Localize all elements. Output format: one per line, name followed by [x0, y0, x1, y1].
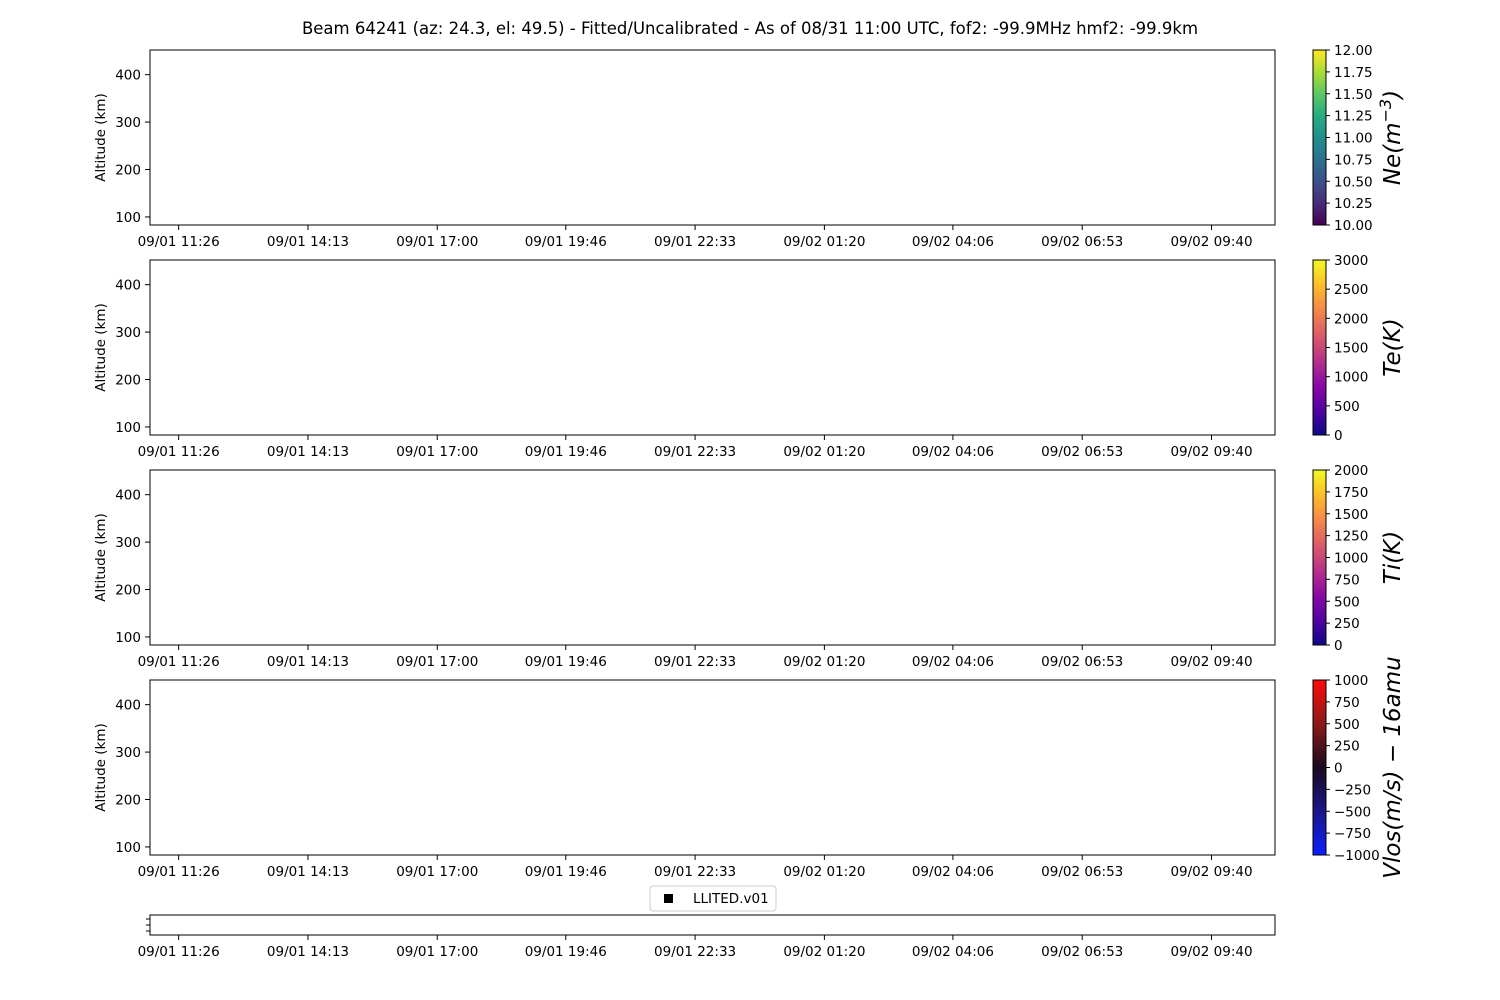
y-tick-label: 100 — [115, 209, 141, 226]
y-tick-label: 300 — [115, 535, 141, 552]
x-tick-label: 09/01 17:00 — [396, 444, 479, 460]
x-tick-label: 09/01 19:46 — [524, 234, 607, 250]
x-tick-label: 09/01 19:46 — [524, 864, 607, 880]
y-tick-label: 400 — [115, 487, 141, 504]
x-tick-label: 09/02 09:40 — [1170, 864, 1253, 880]
y-tick-label: 300 — [115, 115, 141, 132]
y-tick-label: 400 — [115, 67, 141, 84]
mode-strip — [150, 915, 1275, 935]
x-tick-label: 09/02 01:20 — [783, 444, 866, 460]
colorbar-ne — [1313, 50, 1326, 225]
colorbar-tick-label: 0 — [1334, 760, 1343, 777]
y-tick-label: 100 — [115, 839, 141, 856]
colorbar-tick-label: 0 — [1334, 428, 1343, 444]
x-tick-label: 09/01 17:00 — [396, 944, 479, 960]
colorbar-tick-label: 2000 — [1334, 463, 1369, 479]
x-tick-label: 09/02 06:53 — [1041, 654, 1124, 670]
x-tick-label: 09/02 06:53 — [1041, 234, 1124, 250]
colorbar-tick-label: 11.50 — [1334, 86, 1373, 103]
x-tick-label: 09/01 17:00 — [396, 234, 479, 250]
colorbar-tick-label: 2500 — [1334, 282, 1369, 299]
legend — [650, 886, 776, 911]
colorbar-tick-label: 250 — [1334, 616, 1360, 633]
colorbar-vlos — [1313, 680, 1326, 855]
y-tick-label: 400 — [115, 277, 141, 294]
x-tick-label: 09/01 11:26 — [137, 444, 220, 460]
x-tick-label: 09/01 14:13 — [266, 444, 350, 460]
y-tick-label: 200 — [115, 792, 141, 809]
colorbar-tick-label: 11.00 — [1334, 130, 1373, 147]
x-tick-label: 09/02 06:53 — [1041, 944, 1124, 960]
colorbar-tick-label: 500 — [1334, 398, 1360, 415]
x-tick-label: 09/02 01:20 — [783, 864, 866, 880]
x-tick-label: 09/01 14:13 — [266, 234, 350, 250]
colorbar-tick-label: 10.50 — [1334, 174, 1373, 191]
x-tick-label: 09/02 04:06 — [911, 234, 994, 250]
colorbar-tick-label: 1250 — [1334, 528, 1369, 545]
colorbar-tick-label: 1750 — [1334, 484, 1369, 501]
x-tick-label: 09/01 14:13 — [266, 944, 350, 960]
colorbar-tick-label: 11.75 — [1334, 64, 1373, 81]
colorbar-tick-label: −750 — [1334, 826, 1372, 843]
y-tick-label: 300 — [115, 745, 141, 762]
colorbar-tick-label: −1000 — [1334, 848, 1380, 864]
plot-area-ti — [150, 470, 1275, 645]
x-tick-label: 09/01 11:26 — [137, 234, 220, 250]
x-tick-label: 09/02 06:53 — [1041, 864, 1124, 880]
colorbar-label: Ti(K) — [1380, 530, 1406, 585]
x-tick-label: 09/02 06:53 — [1041, 444, 1124, 460]
y-tick-label: 100 — [115, 419, 141, 436]
y-tick-label: 200 — [115, 372, 141, 389]
x-tick-label: 09/02 09:40 — [1170, 444, 1253, 460]
colorbar-tick-label: 750 — [1334, 694, 1360, 711]
colorbar-tick-label: 1000 — [1334, 550, 1369, 567]
colorbar-tick-label: 10.25 — [1334, 196, 1373, 213]
figure-title: Beam 64241 (az: 24.3, el: 49.5) - Fitted/Uncalibrated - As of 08/31 11:00 UTC, fof2: -99.9MHz hmf2: -99.9km — [301, 19, 1199, 38]
y-tick-label: 100 — [115, 629, 141, 646]
colorbar-tick-label: 2000 — [1334, 311, 1369, 328]
x-tick-label: 09/01 14:13 — [266, 654, 350, 670]
colorbar-tick-label: 11.25 — [1334, 108, 1373, 125]
x-tick-label: 09/01 11:26 — [137, 864, 220, 880]
y-tick-label: 200 — [115, 582, 141, 599]
y-tick-label: 200 — [115, 162, 141, 179]
legend-marker-square — [664, 894, 673, 903]
colorbar-tick-label: 12.00 — [1334, 43, 1373, 59]
colorbar-tick-label: 1000 — [1334, 673, 1369, 689]
colorbar-tick-label: −250 — [1334, 782, 1372, 799]
x-tick-label: 09/01 19:46 — [524, 444, 607, 460]
colorbar-tick-label: 1500 — [1334, 340, 1369, 357]
y-axis-label: Altitude (km) — [93, 303, 109, 392]
x-tick-label: 09/02 04:06 — [911, 444, 994, 460]
plot-area-ne — [150, 50, 1275, 225]
x-tick-label: 09/02 04:06 — [911, 944, 994, 960]
x-tick-label: 09/01 19:46 — [524, 944, 607, 960]
x-tick-label: 09/01 14:13 — [266, 864, 350, 880]
y-tick-label: 400 — [115, 697, 141, 714]
y-axis-label: Altitude (km) — [93, 723, 109, 812]
x-tick-label: 09/02 04:06 — [911, 864, 994, 880]
x-tick-label: 09/01 17:00 — [396, 864, 479, 880]
legend-entry-label: LLITED.v01 — [693, 891, 769, 907]
colorbar-tick-label: 10.00 — [1334, 218, 1373, 234]
colorbar-label: Vlos(m/s) − 16amu — [1380, 656, 1406, 879]
colorbar-te — [1313, 260, 1326, 435]
x-tick-label: 09/02 01:20 — [783, 234, 866, 250]
colorbar-tick-label: 750 — [1334, 572, 1360, 589]
panels — [93, 43, 1406, 960]
y-tick-label: 300 — [115, 325, 141, 342]
x-tick-label: 09/01 17:00 — [396, 654, 479, 670]
colorbar-label: Te(K) — [1380, 318, 1406, 377]
x-tick-label: 09/02 01:20 — [783, 654, 866, 670]
x-tick-label: 09/02 09:40 — [1170, 234, 1253, 250]
y-axis-label: Altitude (km) — [93, 513, 109, 602]
x-tick-label: 09/01 22:33 — [654, 944, 737, 960]
colorbar-tick-label: 10.75 — [1334, 152, 1373, 169]
colorbar-tick-label: 500 — [1334, 594, 1360, 611]
x-tick-label: 09/02 09:40 — [1170, 654, 1253, 670]
colorbar-tick-label: 3000 — [1334, 253, 1369, 269]
plot-area-te — [150, 260, 1275, 435]
colorbar-tick-label: 250 — [1334, 738, 1360, 755]
x-tick-label: 09/01 22:33 — [654, 864, 737, 880]
colorbar-tick-label: 1500 — [1334, 506, 1369, 523]
x-tick-label: 09/02 09:40 — [1170, 944, 1253, 960]
x-tick-label: 09/01 11:26 — [137, 944, 220, 960]
x-tick-label: 09/01 22:33 — [654, 444, 737, 460]
colorbar-tick-label: 1000 — [1334, 369, 1369, 386]
colorbar-label: $Ne(m^{-3})$ — [1375, 89, 1406, 186]
x-tick-label: 09/02 01:20 — [783, 944, 866, 960]
x-tick-label: 09/01 19:46 — [524, 654, 607, 670]
x-tick-label: 09/01 22:33 — [654, 654, 737, 670]
colorbar-ti — [1313, 470, 1326, 645]
y-axis-label: Altitude (km) — [93, 93, 109, 182]
colorbar-tick-label: 0 — [1334, 638, 1343, 654]
x-tick-label: 09/01 22:33 — [654, 234, 737, 250]
x-tick-label: 09/01 11:26 — [137, 654, 220, 670]
plot-area-vlos — [150, 680, 1275, 855]
colorbar-tick-label: −500 — [1334, 804, 1372, 821]
colorbar-tick-label: 500 — [1334, 716, 1360, 733]
x-tick-label: 09/02 04:06 — [911, 654, 994, 670]
